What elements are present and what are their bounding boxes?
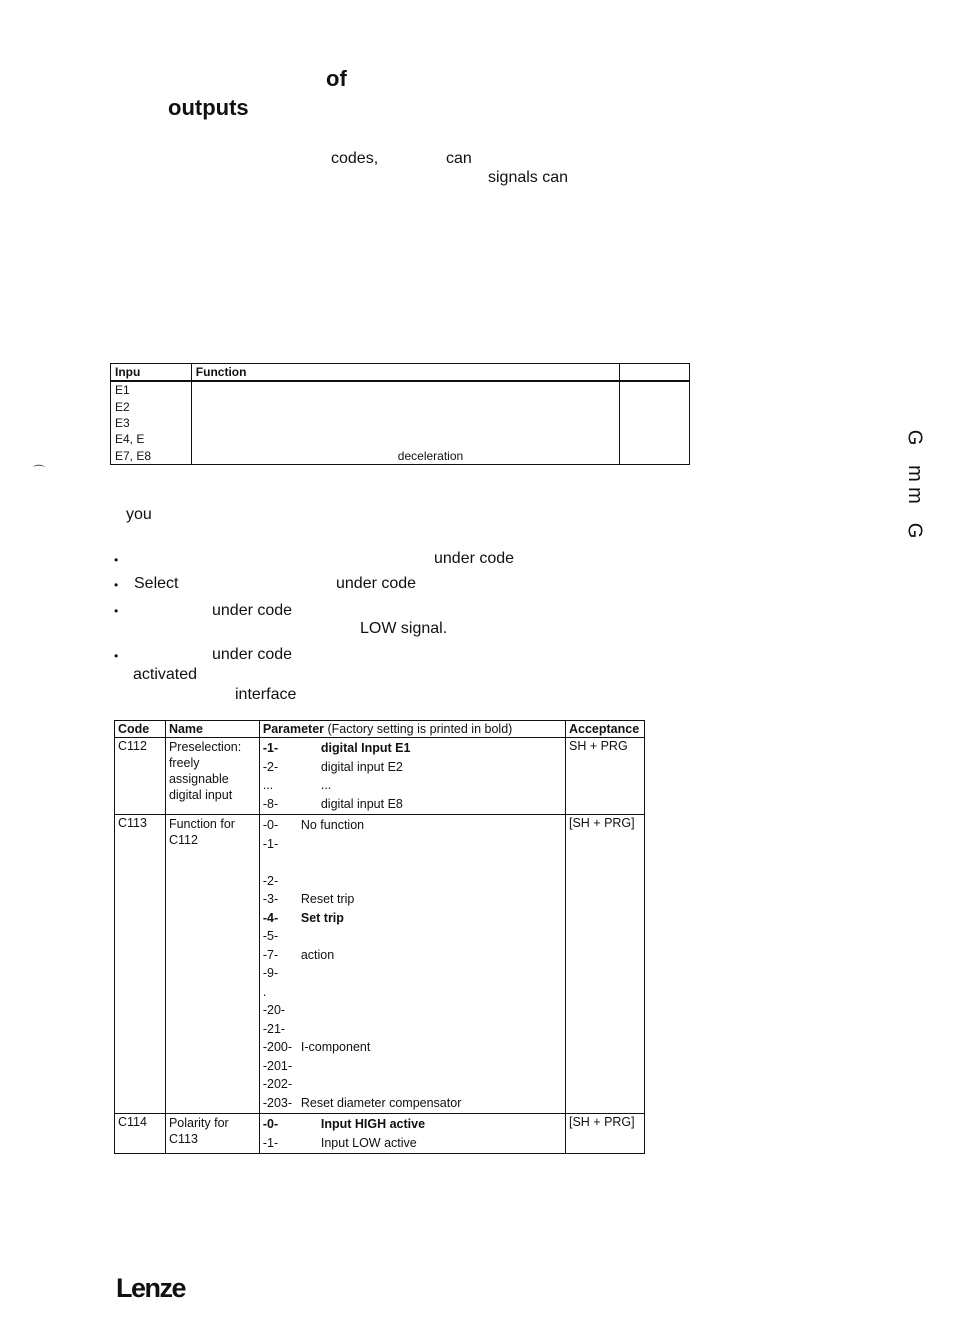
- parameter-label: Reset trip: [300, 892, 355, 906]
- table1-cell: [620, 431, 690, 447]
- parameter-option: [263, 776, 562, 795]
- heading-line-2: outputs: [168, 95, 249, 120]
- parameter-option: [263, 927, 562, 946]
- input-function-table: [110, 363, 690, 465]
- bullet-dot: •: [114, 578, 119, 592]
- parameter-number: -1-: [262, 836, 279, 851]
- parameter-cell: [259, 815, 565, 1114]
- parameter-label: I-component: [300, 1040, 371, 1054]
- side-mark: m: [903, 487, 926, 504]
- code-cell: C113: [115, 815, 166, 1114]
- parameter-number: -201-: [262, 1058, 293, 1073]
- parameter-number: -2-: [262, 873, 279, 888]
- parameter-option: [263, 983, 562, 1002]
- table1-cell: [620, 415, 690, 431]
- parameter-number: -8-: [262, 796, 279, 811]
- parameter-option: [263, 1038, 562, 1057]
- parameter-number: -1-: [262, 741, 279, 755]
- bullet-dot: •: [114, 553, 119, 567]
- parameter-number: -7-: [262, 947, 279, 962]
- parameter-option: [263, 964, 562, 983]
- code-cell: C114: [115, 1114, 166, 1154]
- intro-word-codes: codes,: [331, 150, 379, 167]
- parameter-number: -1-: [262, 1135, 279, 1150]
- parameter-option: [263, 872, 562, 891]
- parameter-label: Set trip: [300, 910, 344, 925]
- parameter-label: ...: [320, 778, 332, 792]
- parameter-option: [263, 1115, 562, 1134]
- heading-line-1: of: [326, 66, 347, 91]
- bullet-1-text: under code: [434, 550, 515, 567]
- acceptance-cell: [SH + PRG]: [565, 1114, 644, 1154]
- parameter-number: -21-: [262, 1021, 286, 1036]
- parameter-option: [263, 946, 562, 965]
- table-row: [115, 815, 645, 1114]
- parameter-label: action: [300, 947, 335, 962]
- table1-cell: [620, 399, 690, 415]
- param-header-note: (Factory setting is printed in bold): [327, 722, 513, 736]
- parameter-label: digital input E2: [320, 759, 403, 774]
- intro-word-signals: signals can: [488, 169, 569, 186]
- parameter-option: [263, 909, 562, 928]
- table1-cell: [191, 399, 619, 415]
- name-cell: [165, 815, 259, 1114]
- intro-word-can: can: [446, 150, 472, 167]
- bullet-4-text2: activated: [133, 666, 198, 683]
- parameter-option: [263, 853, 562, 872]
- parameter-number: -0-: [262, 818, 279, 832]
- bullet-4-text3: interface: [235, 686, 297, 703]
- table1-cell: E3: [111, 415, 192, 431]
- parameter-label: digital Input E1: [320, 741, 411, 755]
- parameter-number: -4-: [262, 910, 279, 925]
- parameter-option: [263, 1094, 562, 1113]
- parameter-number: -202-: [262, 1077, 293, 1091]
- parameter-option: [263, 1075, 562, 1094]
- code-cell: C112: [115, 738, 166, 815]
- parameter-option: [263, 1057, 562, 1076]
- table2-header-code: Code: [115, 721, 166, 738]
- parameter-number: -3-: [262, 892, 279, 906]
- table1-header-input: Inpu: [111, 364, 192, 382]
- parameter-number: -203-: [262, 1095, 293, 1110]
- parameter-number: -2-: [262, 759, 279, 774]
- name-cell: [165, 738, 259, 815]
- parameter-option: [263, 816, 562, 835]
- table1-cell: E4, E: [111, 431, 192, 447]
- name-line: freely: [168, 756, 200, 770]
- name-line: Polarity for: [168, 1116, 229, 1130]
- table2-header-parameter: [259, 721, 565, 738]
- name-line: C113: [168, 1132, 198, 1146]
- table1-cell: deceleration: [191, 448, 619, 465]
- parameter-number: [263, 853, 301, 872]
- table-row: [111, 381, 690, 398]
- table-row: [111, 448, 690, 465]
- param-header-label: Parameter: [262, 722, 325, 736]
- table1-cell: [191, 415, 619, 431]
- table2-header-name: Name: [165, 721, 259, 738]
- parameter-label: digital input E8: [320, 796, 403, 811]
- name-line: assignable: [168, 772, 229, 786]
- parameter-label: Input HIGH active: [320, 1117, 426, 1131]
- table-row: [111, 399, 690, 415]
- parameter-option: [263, 1001, 562, 1020]
- parameter-option: [263, 1134, 562, 1153]
- parameter-number: -9-: [262, 966, 279, 980]
- bullet-3-text: under code: [212, 602, 293, 619]
- parameter-number: -0-: [262, 1117, 279, 1131]
- table1-cell: E1: [111, 381, 192, 398]
- side-mark: G: [903, 522, 926, 539]
- name-line: C112: [168, 833, 198, 847]
- table1-cell: E7, E8: [111, 448, 192, 465]
- acceptance-cell: [SH + PRG]: [565, 815, 644, 1114]
- parameter-number: -200-: [262, 1040, 293, 1054]
- table1-cell: [191, 381, 619, 398]
- table-row: [115, 1114, 645, 1154]
- parameter-label: No function: [300, 818, 365, 832]
- code-parameter-table: [114, 720, 645, 1154]
- name-line: digital input: [168, 788, 233, 802]
- parameter-number: -5-: [262, 929, 279, 943]
- parameter-number: ...: [262, 778, 274, 792]
- parameter-option: [263, 739, 562, 758]
- parameter-label: Input LOW active: [320, 1135, 417, 1150]
- bullet-2-text: Select: [134, 575, 179, 592]
- table-row: [111, 415, 690, 431]
- parameter-option: [263, 758, 562, 777]
- acceptance-cell: SH + PRG: [565, 738, 644, 815]
- side-mark: G: [903, 429, 926, 446]
- side-mark: m: [903, 465, 926, 482]
- parameter-label: Reset diameter compensator: [300, 1095, 462, 1110]
- table2-header-acceptance: Acceptance: [565, 721, 644, 738]
- parameter-option: [263, 795, 562, 814]
- name-line: Preselection:: [168, 740, 242, 754]
- margin-mark: ⌒: [33, 464, 46, 478]
- bullet-4-text: under code: [212, 646, 293, 663]
- bullet-dot: •: [114, 604, 119, 618]
- parameter-number: .: [262, 984, 267, 999]
- table1-header-empty: [620, 364, 690, 382]
- table1-cell: [620, 448, 690, 465]
- text-you: you: [126, 506, 152, 523]
- name-cell: [165, 1114, 259, 1154]
- table-row: [115, 738, 645, 815]
- name-line: Function for: [168, 817, 235, 831]
- parameter-option: [263, 1020, 562, 1039]
- table-row: [111, 431, 690, 447]
- table1-cell: E2: [111, 399, 192, 415]
- table1-header-function: Function: [191, 364, 619, 382]
- table1-cell: [620, 381, 690, 398]
- bullet-dot: •: [114, 649, 119, 663]
- parameter-cell: [259, 738, 565, 815]
- table1-cell: [191, 431, 619, 447]
- bullet-3-text2: LOW signal.: [360, 620, 448, 637]
- parameter-option: [263, 890, 562, 909]
- lenze-logo: Lenze: [116, 1273, 186, 1303]
- parameter-cell: [259, 1114, 565, 1154]
- bullet-2-text2: under code: [336, 575, 417, 592]
- parameter-number: -20-: [262, 1003, 286, 1017]
- parameter-option: [263, 835, 562, 854]
